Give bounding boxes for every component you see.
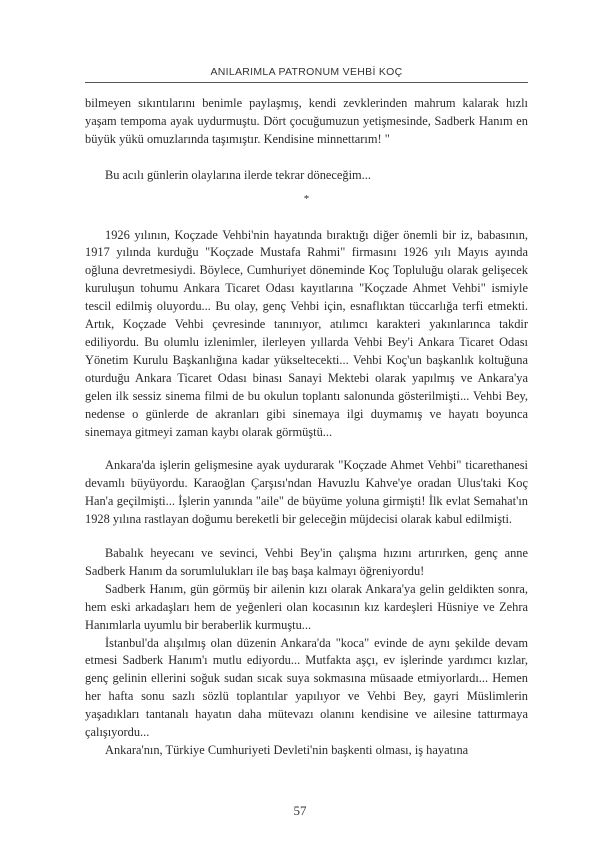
paragraph: Bu acılı günlerin olaylarına ilerde tekrar döneceğim... [105, 167, 371, 182]
section-separator: * [303, 192, 310, 205]
paragraph: Ankara'nın, Türkiye Cumhuriyeti Devleti'nin başkenti olması, iş hayatına [105, 743, 469, 757]
paragraph: İstanbul'da alışılmış olan düzenin Ankara'da "koca" evinde de aynı şekilde devam etmesi Sadberk Hanım'ı mutlu ediyordu... Mutfakta aşçı, ev işlerinde yardımcı kızlar, genç gelinin ellerini soğuk sudan sıcak suya sokmasına müsaade etmiyorlardı... Hemen her hafta sonu sazlı sözlü toplantılar yapılıyor ve Vehbi Bey, gayri Müslimlerin yaşadıkları tantanalı hayatın daha mütevazı olanını kendisine ve ailesine tattırmaya çalışıyordu... [85, 635, 528, 740]
header-rule [85, 82, 528, 83]
running-header: ANILARIMLA PATRONUM VEHBİ KOÇ [210, 66, 403, 78]
body-text [85, 95, 528, 760]
paragraph: Sadberk Hanım, gün görmüş bir ailenin kızı olarak Ankara'ya gelin geldikten sonra, hem eski arkadaşları hem de yeğenleri olan kocasının kız kardeşleri Hüsniye ve Zehra Hanımlarla uyumlu bir beraberlik kurmuştu... [85, 581, 528, 632]
paragraph: Babalık heyecanı ve sevinci, Vehbi Bey'in çalışma hızını artırırken, genç anne Sadberk Hanım da sorumlulukları ile baş başa kalmayı öğreniyordu! [85, 546, 528, 578]
paragraph: bilmeyen sıkıntılarını benimle paylaşmış, kendi zevklerinden mahrum kalarak hızlı yaşam tempoma ayak uydurmuştu. Dört çocuğumuzun yetişmesinde, Sadberk Hanım en büyük yükü omuzlarında taşımıştır. Kendisine minnettarım! " [85, 96, 528, 146]
paragraph: Ankara'da işlerin gelişmesine ayak uydurarak "Koçzade Ahmet Vehbi" ticarethanesi devamlı büyüyordu. Karaoğlan Çarşısı'ndan Havuzlu Kahve'ye oradan Ulus'taki Koç Han'a geçilmişti... İşlerin yanında "aile" de büyüme yoluna girmişti! İlk evlat Semahat'ın 1928 yılına rastlayan doğumu bereketli bir geleceğin müjdecisi olarak kabul edilmişti. [85, 458, 528, 527]
page-number: 57 [293, 803, 307, 818]
paragraph: 1926 yılının, Koçzade Vehbi'nin hayatında bıraktığı diğer önemli bir iz, babasının, 1917 yılında kurduğu "Koçzade Mustafa Rahmi" firmasını 1926 yılı Mayıs ayında oğluna devretmesiydi. Böylece, Cumhuriyet döneminde Koç Topluluğu olarak gelişecek kuruluşun tohumu Ankara Ticaret Odası kayıtlarına "Koçzade Ahmet Vehbi" ismiyle tescil edilmiş oluyordu... Bu olay, genç Vehbi için, esnaflıktan tüccarlığa terfi etmekti. Artık, Koçzade Vehbi çevresinde tanınıyor, atılımcı karakteri yakınlarınca takdir ediliyordu. Bu olumlu izlenimler, ilerleyen yıllarda Vehbi Bey'i Ankara Ticaret Odası Yönetim Kurulu Başkanlığına kadar yükseltecekti... Vehbi Koç'un başkanlık koltuğuna oturduğu Ankara Ticaret Odası binası Sanayi Mektebi olarak yapılmış ve Ankara'ya gelen ilk sessiz sinema filmi de bu okulun toplantı salonunda gösterilmişti... Vehbi Bey, nedense o günlerde de akranları gibi sinemaya ilgi duymamış ve hayatı boyunca sinemaya gitmeyi zaman kaybı olarak görmüştü... [85, 227, 528, 439]
